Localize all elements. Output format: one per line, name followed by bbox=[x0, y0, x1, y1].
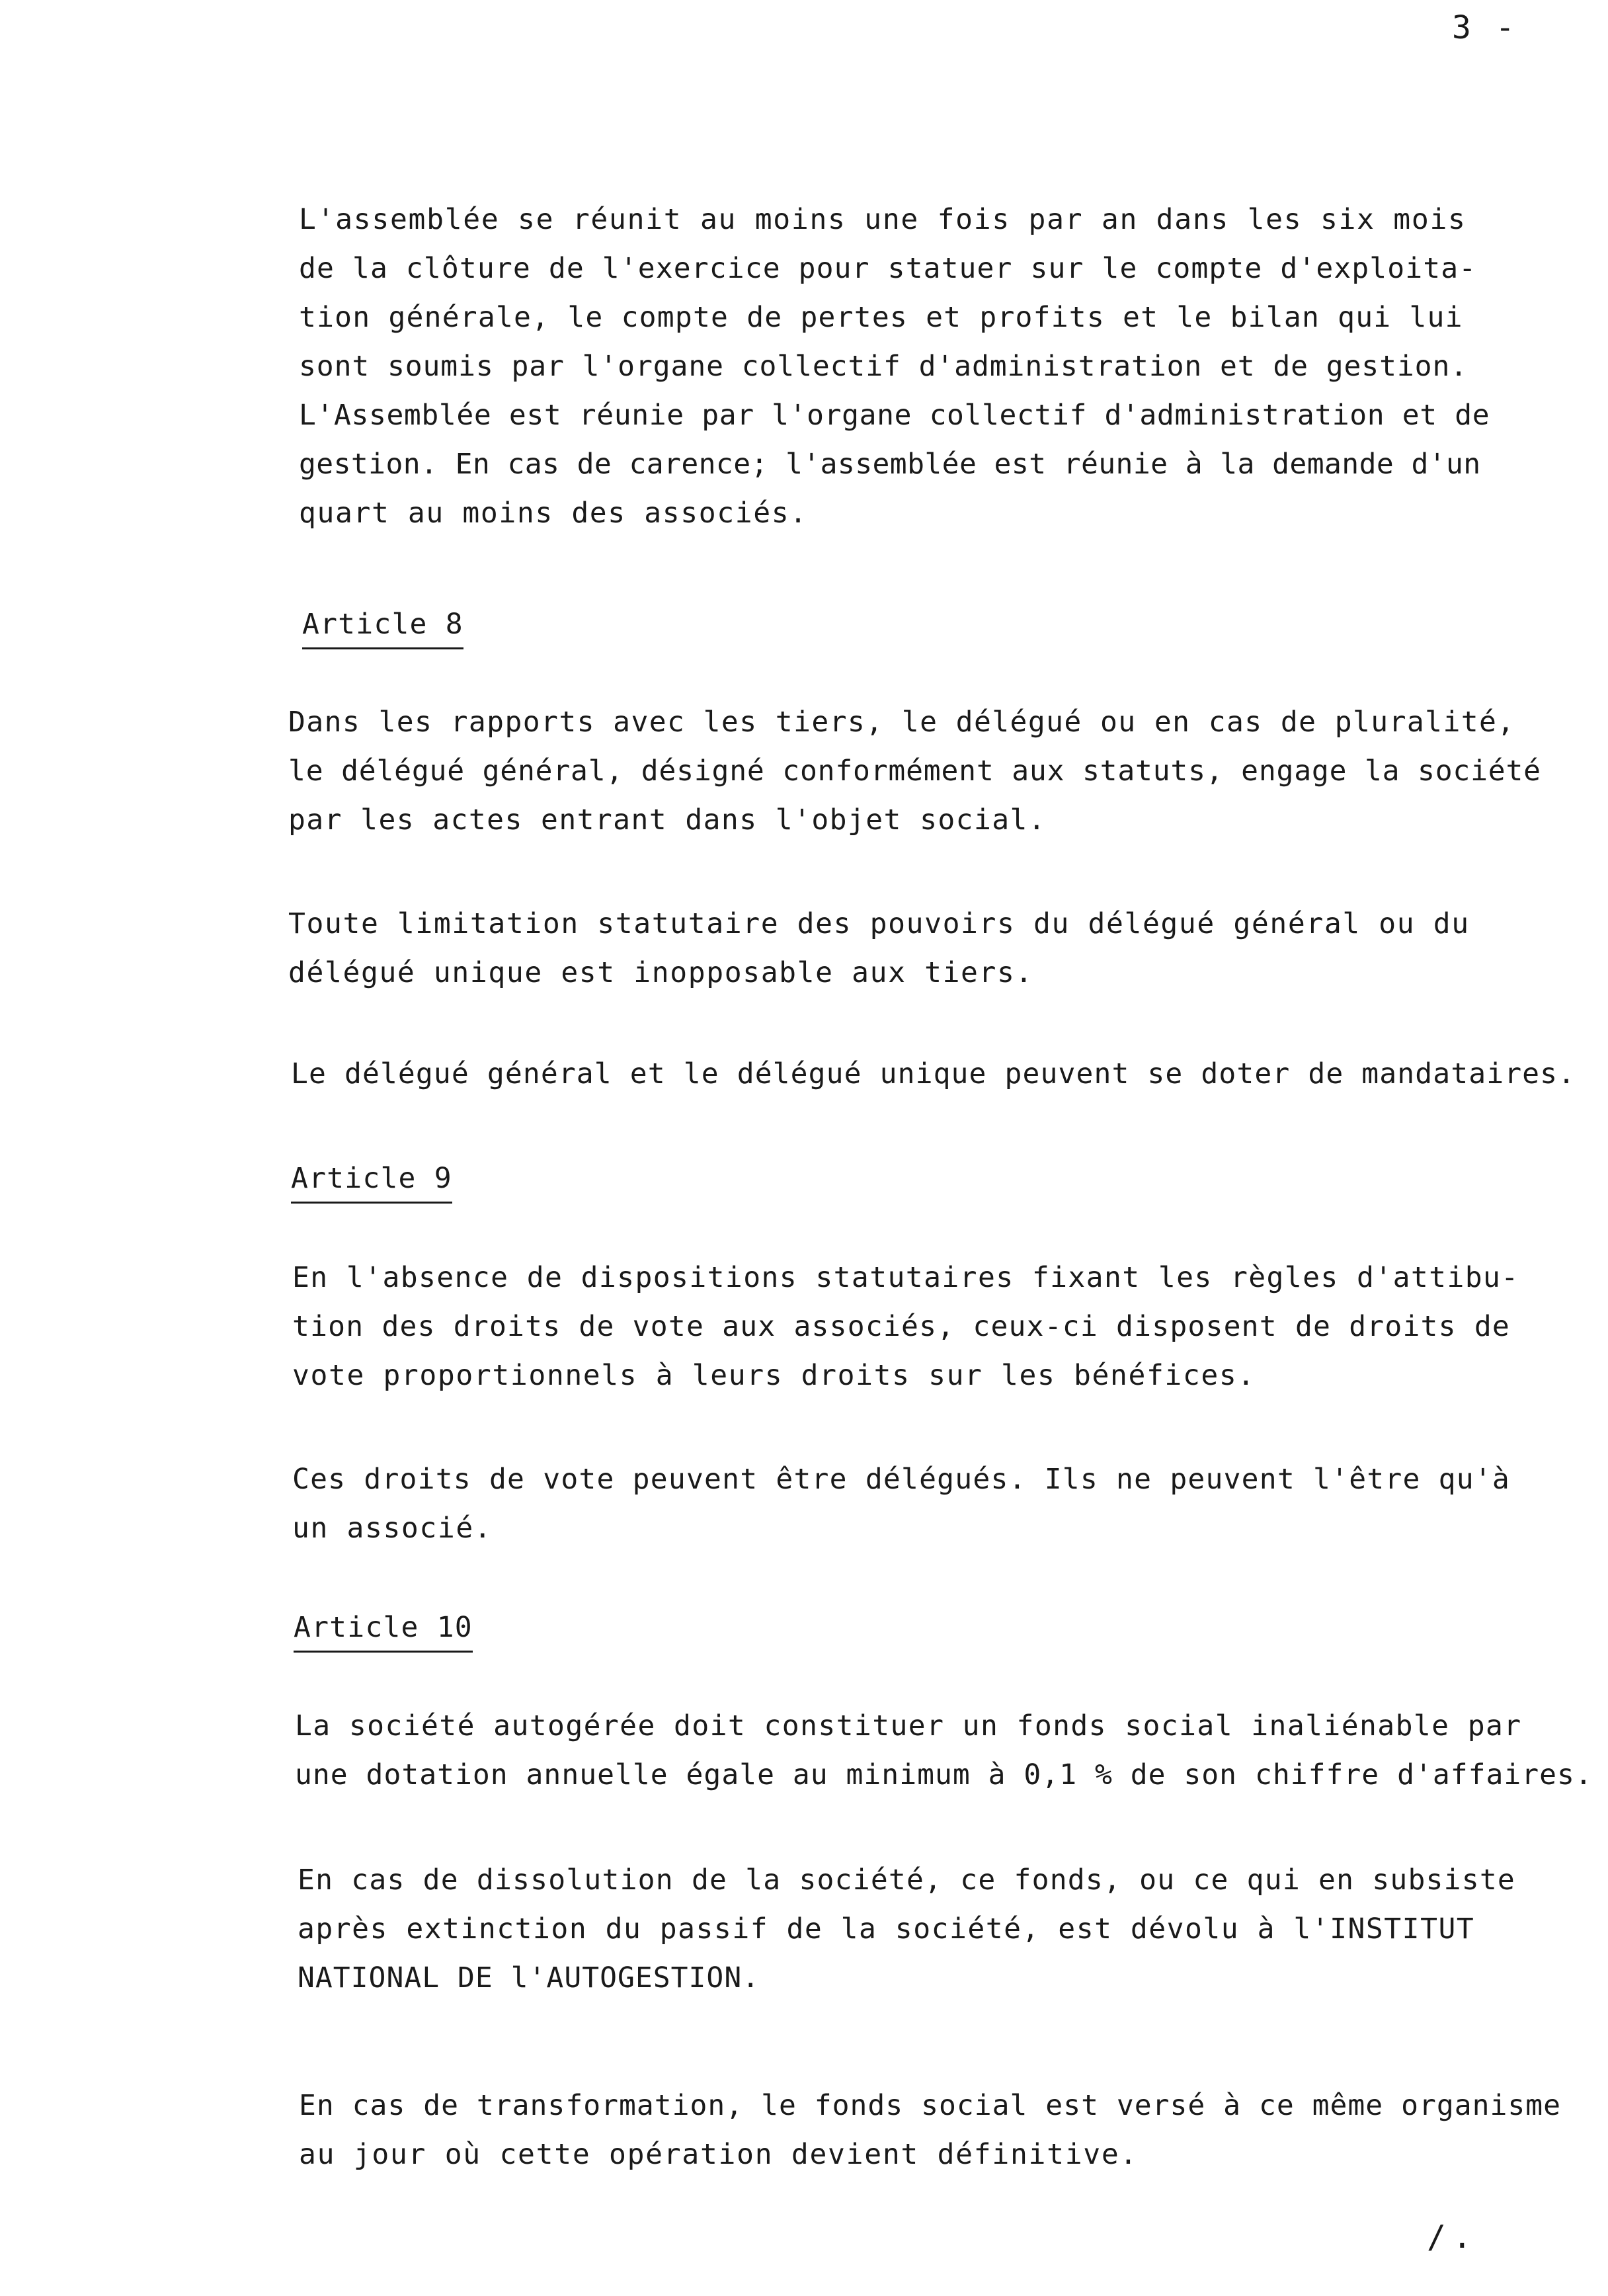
text-line: quart au moins des associés. bbox=[299, 497, 808, 530]
text-line: Toute limitation statutaire des pouvoirs du délégué général ou du bbox=[288, 907, 1470, 940]
text-line: tion des droits de vote aux associés, ceux-ci disposent de droits de bbox=[292, 1310, 1510, 1343]
text-line: En cas de transformation, le fonds social est versé à ce même organisme bbox=[299, 2089, 1562, 2122]
article-10-paragraph-3 bbox=[299, 2081, 1561, 2179]
text-line: de la clôture de l'exercice pour statuer sur le compte d'exploita- bbox=[299, 252, 1477, 285]
text-line: une dotation annuelle égale au minimum à 0,1 % de son chiffre d'affaires. bbox=[295, 1758, 1593, 1791]
article-10-paragraph-2 bbox=[298, 1856, 1515, 2002]
text-line: délégué unique est inopposable aux tiers. bbox=[288, 956, 1034, 989]
text-line: La société autogérée doit constituer un fonds social inaliénable par bbox=[295, 1709, 1522, 1742]
article-8-heading: Article 8 bbox=[302, 605, 463, 649]
text-line: Dans les rapports avec les tiers, le délégué ou en cas de pluralité, bbox=[288, 706, 1515, 739]
article-8-paragraph-3 bbox=[291, 1049, 1576, 1098]
article-9-paragraph-1 bbox=[292, 1253, 1519, 1400]
text-line: un associé. bbox=[292, 1512, 493, 1545]
article-8-paragraph-1 bbox=[288, 698, 1541, 844]
continuation-mark: /. bbox=[1427, 2219, 1478, 2256]
text-line: sont soumis par l'organe collectif d'administration et de gestion. bbox=[299, 350, 1468, 383]
article-9-heading: Article 9 bbox=[291, 1159, 452, 1204]
article-9-paragraph-2 bbox=[292, 1455, 1510, 1553]
text-line: au jour où cette opération devient définitive. bbox=[299, 2138, 1139, 2171]
text-line: vote proportionnels à leurs droits sur les bénéfices. bbox=[292, 1359, 1256, 1392]
page-number: 3 - bbox=[1452, 9, 1517, 46]
intro-paragraph bbox=[299, 195, 1490, 538]
text-line: gestion. En cas de carence; l'assemblée est réunie à la demande d'un bbox=[299, 448, 1481, 481]
text-line: tion générale, le compte de pertes et profits et le bilan qui lui bbox=[299, 301, 1463, 334]
article-10-heading: Article 10 bbox=[294, 1608, 473, 1653]
text-line: le délégué général, désigné conformément aux statuts, engage la société bbox=[288, 755, 1541, 788]
text-line: Le délégué général et le délégué unique peuvent se doter de mandataires. bbox=[291, 1057, 1576, 1090]
text-line: En l'absence de dispositions statutaires fixant les règles d'attibu- bbox=[292, 1261, 1519, 1294]
text-line: NATIONAL DE l'AUTOGESTION. bbox=[298, 1961, 760, 1994]
article-8-paragraph-2 bbox=[288, 899, 1470, 997]
text-line: L'assemblée se réunit au moins une fois par an dans les six mois bbox=[299, 203, 1467, 236]
text-line: En cas de dissolution de la société, ce fonds, ou ce qui en subsiste bbox=[298, 1864, 1515, 1897]
text-line: L'Assemblée est réunie par l'organe collectif d'administration et de bbox=[299, 399, 1490, 432]
text-line: après extinction du passif de la société, est dévolu à l'INSTITUT bbox=[298, 1912, 1475, 1946]
article-10-paragraph-1 bbox=[295, 1702, 1593, 1799]
text-line: Ces droits de vote peuvent être délégués. Ils ne peuvent l'être qu'à bbox=[292, 1463, 1510, 1496]
text-line: par les actes entrant dans l'objet social. bbox=[288, 803, 1047, 837]
